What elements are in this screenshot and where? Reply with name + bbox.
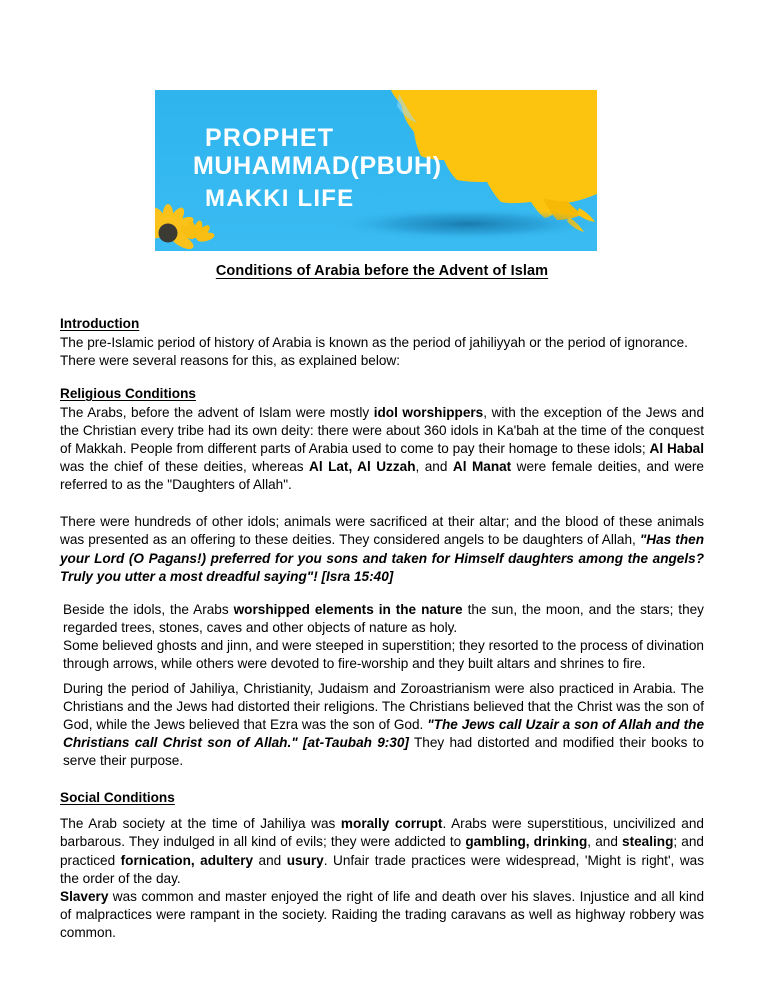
rel-p1-frag-a: The Arabs, before the advent of Islam were mostly (60, 405, 374, 420)
soc-p2-frag-a: was common and master enjoyed the right of life and death over his slaves. Injustice and all kind of malpractices were rampant in the society. Raiding the trading caravans as well as highway robbery was common. (60, 888, 704, 940)
soc-p1-frag-d: ; and practiced (60, 834, 704, 868)
rel-p5-frag-a: During the period of Jahiliya, Christianity, Judaism and Zoroastrianism were also practiced in Arabia. The Christians and the Jews had distorted their religions. The Christians believed that the Christ was the son of God, while the Jews believed that Ezra was the son of God. (63, 681, 704, 733)
emphasis-al-lat-al-uzzah: Al Lat, Al Uzzah (309, 459, 416, 475)
rel-p3-frag-b: the sun, the moon, and the stars; they regarded trees, stones, caves and other objects of nature as holy. (63, 601, 704, 635)
emphasis-al-manat: Al Manat (452, 459, 512, 475)
rel-p5-frag-b: They had distorted and modified their books to serve their purpose. (63, 735, 704, 769)
rel-p1-frag-e: were female deities, and were referred to as the "Daughters of Allah". (60, 459, 704, 493)
rel-p1-frag-c: was the chief of these deities, whereas (60, 459, 310, 475)
religious-paragraph-3 (63, 601, 704, 637)
section-introduction-heading-row (60, 315, 704, 333)
nature-worship-block (60, 601, 704, 771)
rel-p1-frag-b: , with the exception of the Jews and the Christian every tribe had its own deity: there were about 360 idols in Ka'bah at the time of the conquest of Makkah. People from different parts of Arabia used to come to pay their homage to these idols; (60, 405, 705, 457)
emphasis-gambling-drinking: gambling, drinking (465, 834, 588, 850)
religious-paragraph-1 (60, 404, 704, 494)
document-body (60, 262, 704, 942)
section-religious-heading-row (60, 385, 704, 403)
emphasis-usury: usury (286, 852, 324, 868)
section-heading-religious-conditions: Religious Conditions (60, 386, 196, 401)
introduction-paragraph: The pre-Islamic period of history of Arabia is known as the period of jahiliyyah or the period of ignorance. There were several reasons for this, as explained below: (60, 334, 688, 368)
soc-p1-frag-c: , and (587, 834, 623, 850)
soc-p1-frag-f: . Unfair trade practices were widespread, 'Might is right', was the order of the day. (60, 852, 705, 886)
emphasis-worshipped-elements: worshipped elements in the nature (233, 601, 463, 617)
banner-line-2: MUHAMMAD(PBUH) (193, 152, 442, 180)
rel-p2-frag-a: There were hundreds of other idols; animals were sacrificed at their altar; and the blood of these animals was presented as an offering to these deities. They considered angels to be daughters of Allah, (60, 514, 704, 548)
emphasis-stealing: stealing (622, 834, 674, 850)
social-paragraph-1 (60, 815, 704, 887)
quote-at-taubah: "The Jews call Uzair a son of Allah and the Christians call Christ son of Allah." [at-Taubah 9:30] (63, 717, 704, 751)
emphasis-fornication-adultery: fornication, adultery (120, 852, 254, 868)
religious-paragraph-4: Some believed ghosts and jinn, and were steeped in superstition; they resorted to the process of divination through arrows, while others were devoted to fire-worship and they built altars and shrines to fire. (63, 637, 704, 671)
emphasis-idol-worshippers: idol worshippers (373, 405, 484, 420)
rel-p1-frag-d: , and (415, 459, 453, 475)
social-paragraph-2 (60, 888, 704, 942)
religious-paragraph-5 (63, 680, 704, 770)
soc-p1-frag-e: and (253, 852, 287, 868)
section-heading-introduction: Introduction (60, 315, 140, 331)
rel-p3-frag-a: Beside the idols, the Arabs (63, 601, 234, 617)
banner-line-1: PROPHET (205, 124, 335, 152)
page-title-text: Conditions of Arabia before the Advent of Islam (215, 263, 549, 279)
banner-shadow (335, 208, 597, 240)
section-heading-social-conditions: Social Conditions (60, 790, 175, 806)
soc-p1-frag-a: The Arab society at the time of Jahiliya was (60, 816, 341, 832)
banner-graphic (155, 90, 597, 251)
emphasis-morally-corrupt: morally corrupt (340, 816, 443, 832)
banner-image (155, 90, 597, 251)
banner-line-3: MAKKI LIFE (205, 185, 355, 212)
soc-p1-frag-b: . Arabs were superstitious, uncivilized and barbarous. They indulged in all kind of evils; they were addicted to (60, 816, 704, 850)
emphasis-al-habal: Al Habal (649, 441, 704, 457)
section-social-heading-row (60, 789, 704, 807)
religious-paragraph-2 (60, 513, 704, 585)
emphasis-slavery: Slavery (60, 888, 109, 904)
page-title (60, 262, 704, 281)
quote-isra: "Has then your Lord (O Pagans!) preferred for you sons and taken for Himself daughters among the angels? Truly you utter a most dreadful saying"! [Isra 15:40] (60, 532, 704, 584)
